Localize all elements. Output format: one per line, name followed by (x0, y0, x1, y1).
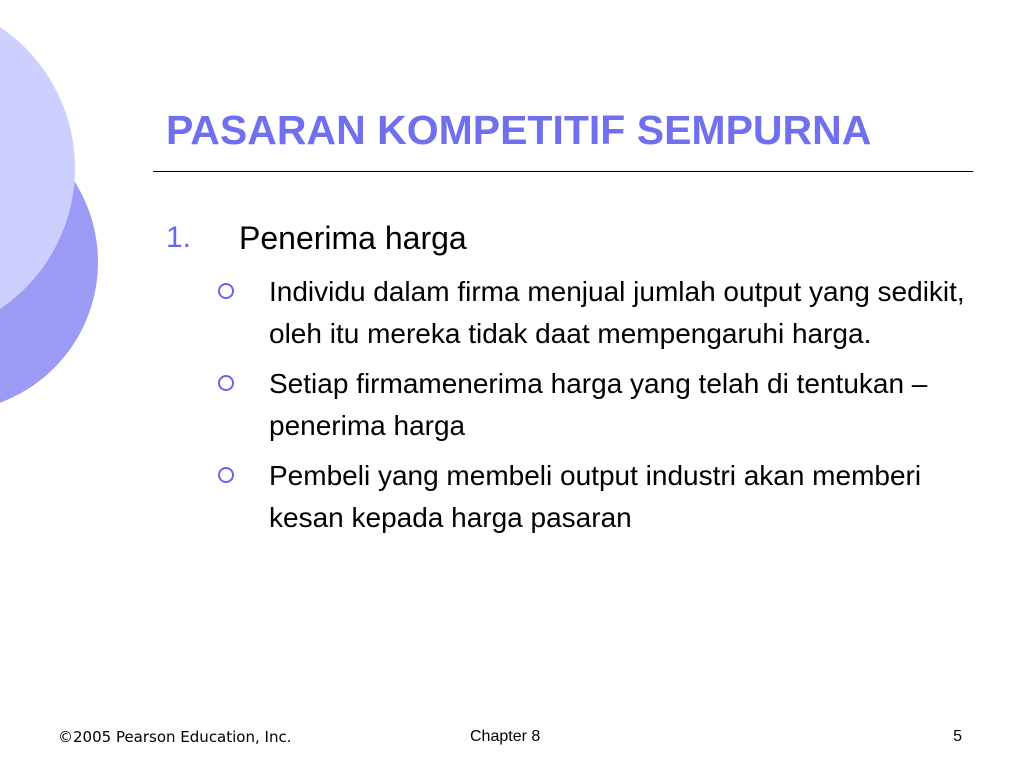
bullet-item (218, 271, 978, 355)
bullet-item (218, 455, 978, 539)
bullet-text: Individu dalam firma menjual jumlah output yang sedikit, oleh itu mereka tidak daat mempengaruhi harga. (269, 276, 965, 349)
bullet-item (218, 363, 978, 447)
slide-title: PASARAN KOMPETITIF SEMPURNA (166, 107, 872, 153)
numbered-item (166, 215, 966, 261)
decorative-circles (0, 0, 110, 420)
numbered-item-marker: 1. (166, 221, 192, 254)
hollow-circle-bullet-icon (218, 375, 234, 391)
hollow-circle-bullet-icon (218, 283, 234, 299)
footer-chapter: Chapter 8 (470, 728, 541, 745)
numbered-item-text: Penerima harga (239, 220, 467, 256)
hollow-circle-bullet-icon (218, 467, 234, 483)
bullet-text: Setiap firmamenerima harga yang telah di tentukan – penerima harga (269, 368, 928, 441)
bullet-list (218, 271, 978, 547)
footer-page-number: 5 (953, 728, 962, 745)
footer-copyright: ©2005 Pearson Education, Inc. (58, 728, 292, 746)
title-divider (153, 171, 973, 172)
bullet-text: Pembeli yang membeli output industri akan memberi kesan kepada harga pasaran (269, 460, 922, 533)
